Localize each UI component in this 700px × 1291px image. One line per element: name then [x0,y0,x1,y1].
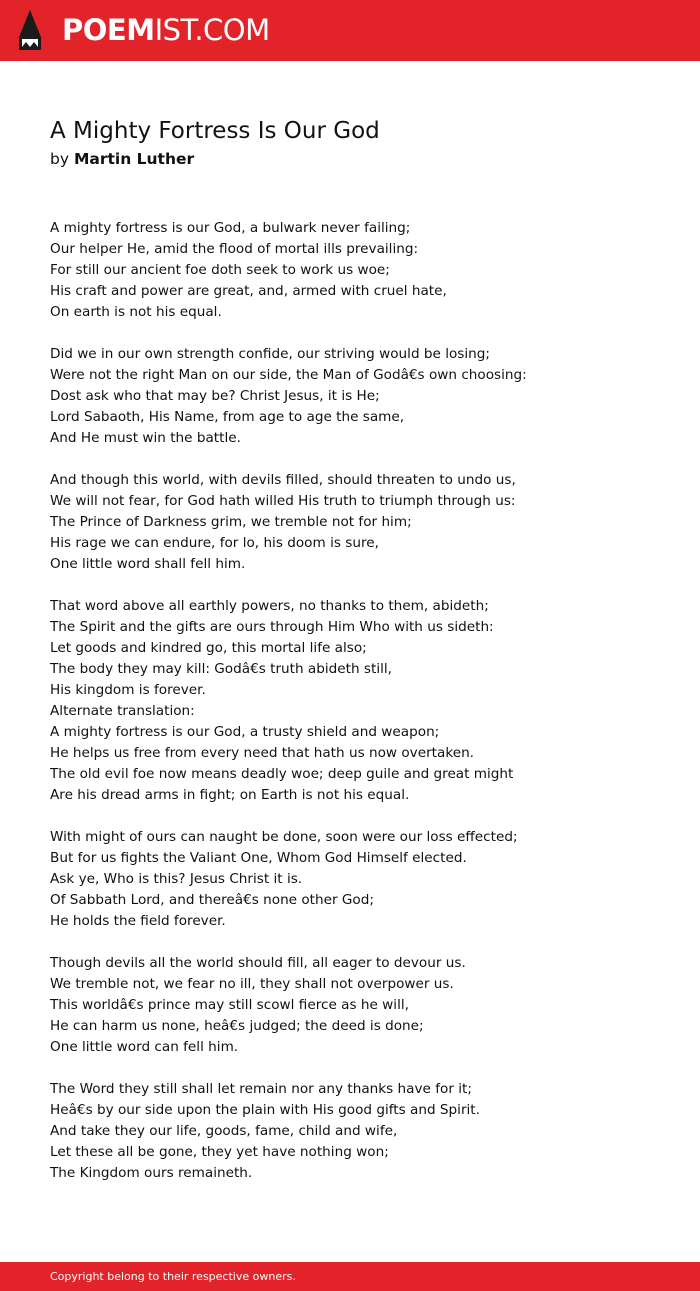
poem-line: His kingdom is forever. [50,682,206,698]
poem-line: Were not the right Man on our side, the Man of Godâ€s own choosing: [50,367,527,383]
poem-line: Are his dread arms in fight; on Earth is not his equal. [50,787,410,803]
stanza [50,470,670,575]
poem-line: One little word shall fell him. [50,556,246,572]
stanza [50,953,670,1058]
stanza [50,344,670,449]
poem-line: That word above all earthly powers, no thanks to them, abideth; [50,598,489,614]
poem-line: Lord Sabaoth, His Name, from age to age the same, [50,409,405,425]
site-footer [0,1262,700,1291]
poem-line: The Prince of Darkness grim, we tremble not for him; [50,514,412,530]
logo-bold-text: POEM [62,13,155,47]
poem-line: With might of ours can naught be done, soon were our loss effected; [50,829,518,845]
stanza [50,827,670,932]
byline [50,148,194,170]
site-logo[interactable] [62,12,270,48]
poem-line: But for us fights the Valiant One, Whom God Himself elected. [50,850,467,866]
poem-line: Though devils all the world should fill, all eager to devour us. [50,955,466,971]
poem-line: And though this world, with devils filled, should threaten to undo us, [50,472,516,488]
poem-line: Our helper He, amid the flood of mortal ills prevailing: [50,241,419,257]
poem-body [50,218,670,1205]
logo-light-text: IST.COM [154,13,270,47]
poem-title: A Mighty Fortress Is Our God [50,118,380,144]
poem-line: Let goods and kindred go, this mortal life also; [50,640,367,656]
poem-line: He helps us free from every need that hath us now overtaken. [50,745,475,761]
poem-line: Did we in our own strength confide, our striving would be losing; [50,346,490,362]
poem-line: Dost ask who that may be? Christ Jesus, it is He; [50,388,380,404]
poem-line: Alternate translation: [50,703,195,719]
author-name: Martin Luther [73,150,195,168]
poem-line: Of Sabbath Lord, and thereâ€s none other God; [50,892,374,908]
poem-line: Ask ye, Who is this? Jesus Christ it is. [50,871,303,887]
stanza [50,1079,670,1184]
poem-line: And He must win the battle. [50,430,241,446]
poem-line: And take they our life, goods, fame, child and wife, [50,1123,398,1139]
stanza [50,218,670,323]
poem-line: A mighty fortress is our God, a bulwark never failing; [50,220,411,236]
poem-line: The body they may kill: Godâ€s truth abideth still, [50,661,392,677]
poem-line: His craft and power are great, and, armed with cruel hate, [50,283,447,299]
poem-line: For still our ancient foe doth seek to work us woe; [50,262,390,278]
poem-line: One little word can fell him. [50,1039,239,1055]
poem-line: Heâ€s by our side upon the plain with His good gifts and Spirit. [50,1102,480,1118]
pencil-icon[interactable] [18,9,42,51]
poem-line: We tremble not, we fear no ill, they shall not overpower us. [50,976,454,992]
by-label: by [50,150,70,168]
poem-line: A mighty fortress is our God, a trusty shield and weapon; [50,724,440,740]
site-header [0,0,700,61]
poem-line: He holds the field forever. [50,913,226,929]
poem-line: The Spirit and the gifts are ours through Him Who with us sideth: [50,619,494,635]
poem-line: We will not fear, for God hath willed His truth to triumph through us: [50,493,516,509]
poem-line: His rage we can endure, for lo, his doom is sure, [50,535,379,551]
stanza [50,596,670,806]
poem-line: The Kingdom ours remaineth. [50,1165,253,1181]
poem-line: The Word they still shall let remain nor any thanks have for it; [50,1081,472,1097]
poem-line: On earth is not his equal. [50,304,222,320]
poem-line: The old evil foe now means deadly woe; deep guile and great might [50,766,514,782]
poem-line: He can harm us none, heâ€s judged; the deed is done; [50,1018,424,1034]
poem-line: This worldâ€s prince may still scowl fierce as he will, [50,997,409,1013]
copyright-text: Copyright belong to their respective owners. [50,1270,296,1283]
poem-line: Let these all be gone, they yet have nothing won; [50,1144,389,1160]
